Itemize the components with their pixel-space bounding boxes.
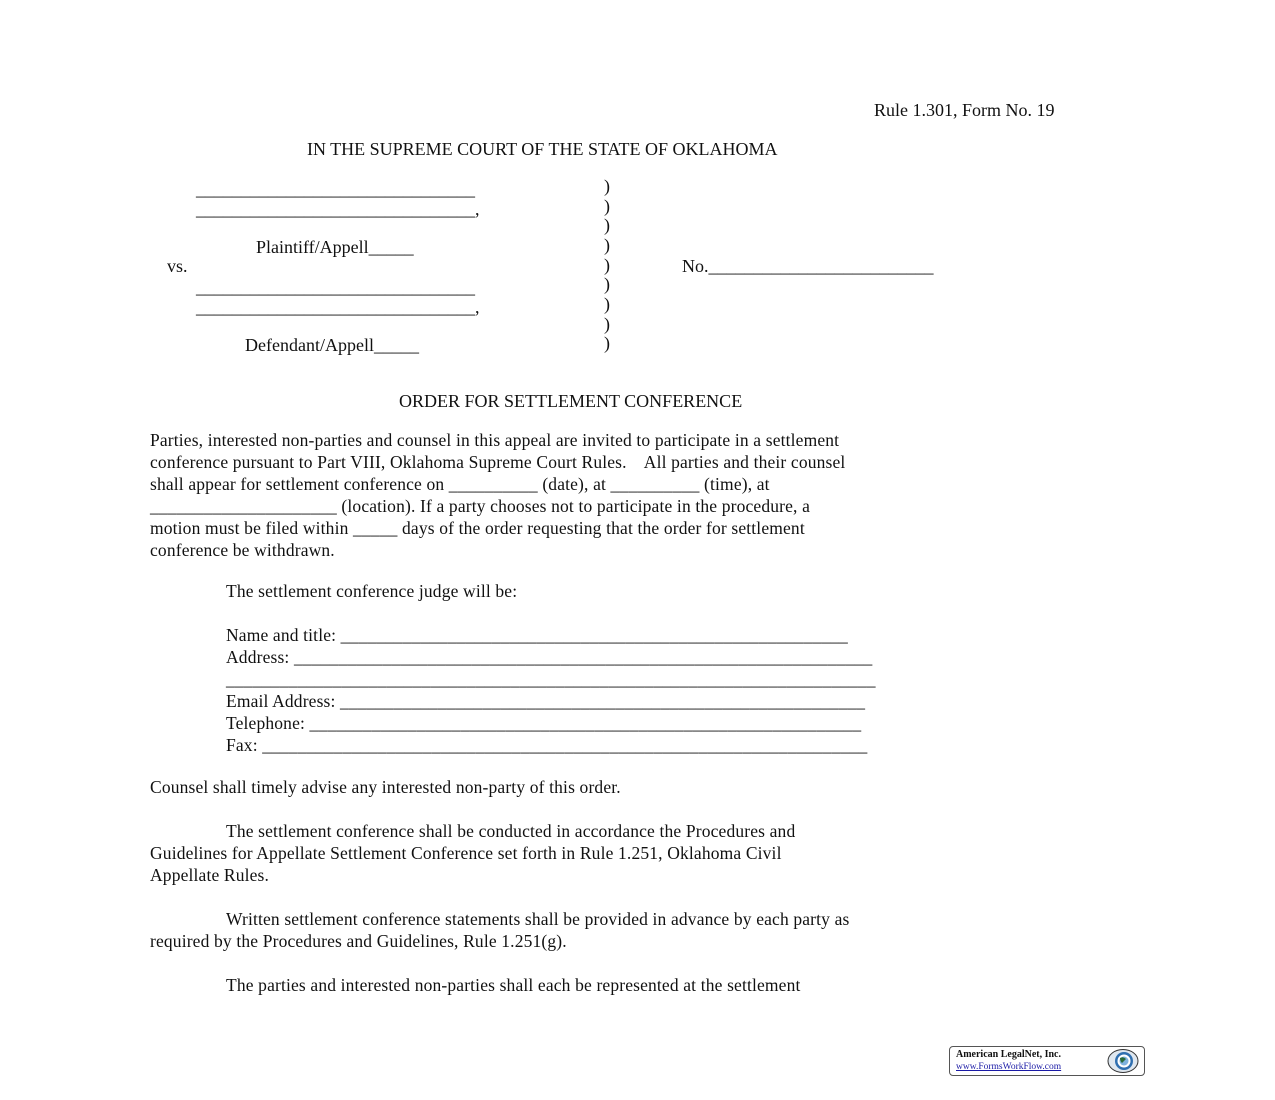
caption-paren: ) [604,196,610,216]
judge-email-field[interactable]: Email Address: ___________________________________________________________ [226,691,866,711]
court-heading: IN THE SUPREME COURT OF THE STATE OF OKLAHOMA [307,139,778,159]
intro-line: shall appear for settlement conference on __________ (date), at __________ (time), at [150,474,770,494]
intro-line: _____________________ (location). If a party chooses not to participate in the procedure, a [150,496,810,516]
versus-label: vs. [167,256,188,276]
defendant-name-line-2[interactable]: _______________________________, [196,297,480,317]
defendant-name-line-1[interactable]: _______________________________ [196,277,475,297]
representation-line: The parties and interested non-parties shall each be represented at the settlement [226,975,801,995]
case-number-field[interactable]: No._________________________ [682,256,934,276]
intro-line: conference be withdrawn. [150,540,335,560]
judge-address-field[interactable]: Address: _________________________________________________________________ [226,647,873,667]
caption-paren: ) [604,274,610,294]
logo-company-name: American LegalNet, Inc. [956,1049,1061,1060]
caption-paren: ) [604,255,610,275]
judge-telephone-field[interactable]: Telephone: ______________________________________________________________ [226,713,862,733]
caption-paren: ) [604,176,610,196]
caption-paren: ) [604,235,610,255]
judge-heading: The settlement conference judge will be: [226,581,518,601]
procedures-line: The settlement conference shall be conducted in accordance the Procedures and [226,821,796,841]
logo-website-link[interactable]: www.FormsWorkFlow.com [956,1062,1062,1072]
intro-line: motion must be filed within _____ days of the order requesting that the order for settlement [150,518,805,538]
judge-address-line-2[interactable]: _________________________________________________________________________ [226,669,876,689]
judge-name-title-field[interactable]: Name and title: _________________________________________________________ [226,625,848,645]
plaintiff-name-line-2[interactable]: _______________________________, [196,199,480,219]
judge-fax-field[interactable]: Fax: ____________________________________________________________________ [226,735,868,755]
defendant-label: Defendant/Appell_____ [245,335,419,355]
form-rule-reference: Rule 1.301, Form No. 19 [874,100,1055,120]
intro-line: conference pursuant to Part VIII, Oklahoma Supreme Court Rules. All parties and their counsel [150,452,846,472]
caption-paren: ) [604,215,610,235]
statements-line: required by the Procedures and Guidelines, Rule 1.251(g). [150,931,567,951]
caption-paren: ) [604,333,610,353]
counsel-note: Counsel shall timely advise any interested non-party of this order. [150,777,621,797]
procedures-line: Appellate Rules. [150,865,270,885]
caption-paren: ) [604,294,610,314]
american-legalnet-logo[interactable] [949,1046,1145,1076]
plaintiff-name-line-1[interactable]: _______________________________ [196,179,475,199]
plaintiff-label: Plaintiff/Appell_____ [256,237,414,257]
caption-paren: ) [604,314,610,334]
intro-line: Parties, interested non-parties and counsel in this appeal are invited to participate in a settlement [150,430,840,450]
document-title: ORDER FOR SETTLEMENT CONFERENCE [399,391,743,411]
globe-icon [1106,1048,1140,1074]
statements-line: Written settlement conference statements shall be provided in advance by each party as [226,909,850,929]
procedures-line: Guidelines for Appellate Settlement Conference set forth in Rule 1.251, Oklahoma Civil [150,843,782,863]
